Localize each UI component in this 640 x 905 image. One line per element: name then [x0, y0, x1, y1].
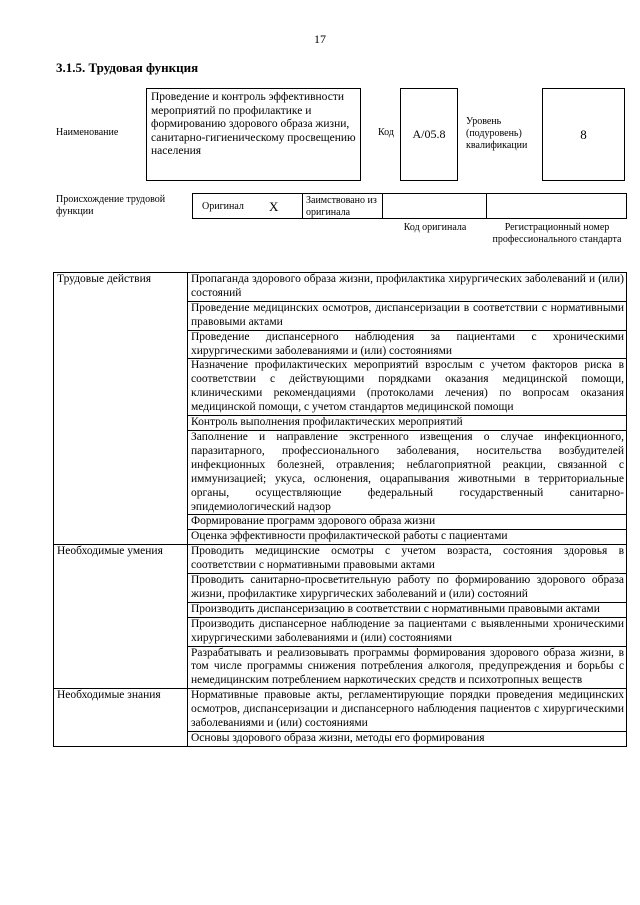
- item-cell: Формирование программ здорового образа жизни: [188, 515, 627, 530]
- table-row: [54, 545, 627, 574]
- item-cell: Разрабатывать и реализовывать программы формирования здорового образа жизни, в том числе программы снижения потребления алкоголя, предупреждения и борьбы с немедицинским потреблением наркотических средств и психотропных веществ: [188, 646, 627, 689]
- function-name-box: Проведение и контроль эффективности мероприятий по профилактике и формированию здорового образа жизни, санитарно-гигиеническому просвещению населения: [146, 88, 361, 181]
- reg-number-label: Регистрационный номер профессионального стандарта: [492, 222, 622, 245]
- code-original-cell: [383, 194, 487, 218]
- item-cell: Основы здорового образа жизни, методы его формирования: [188, 732, 627, 747]
- item-cell: Пропаганда здорового образа жизни, профилактика хирургических заболеваний и (или) состояний: [188, 273, 627, 302]
- item-cell: Проводить медицинские осмотры с учетом возраста, состояния здоровья в соответствии с нормативными правовыми актами: [188, 545, 627, 574]
- origin-row: [192, 193, 627, 219]
- code-original-label: Код оригинала: [403, 222, 467, 233]
- item-cell: Проводить санитарно-просветительную работу по формированию здорового образа жизни, профилактике хирургических заболеваний и (или) состояний: [188, 574, 627, 603]
- page-number: 17: [314, 32, 326, 46]
- category-cell: Трудовые действия: [54, 273, 188, 545]
- table-row: [54, 273, 627, 302]
- item-cell: Производить диспансеризацию в соответствии с нормативными правовыми актами: [188, 602, 627, 617]
- item-cell: Назначение профилактических мероприятий взрослым с учетом факторов риска в соответствии с действующими порядками оказания медицинской помощи, клиническими рекомендациями (протоколами лечения) по вопросам оказания медицинской помощи, с учетом стандартов медицинской помощи: [188, 359, 627, 416]
- borrowed-label: Заимствовано из оригинала: [303, 194, 383, 218]
- item-cell: Проведение диспансерного наблюдения за пациентами с хроническими хирургическими заболеваниями и (или) состояниями: [188, 330, 627, 359]
- level-value-box: 8: [542, 88, 625, 181]
- category-cell: Необходимые знания: [54, 689, 188, 747]
- requirements-table: [53, 272, 627, 747]
- original-label: Оригинал: [202, 201, 244, 212]
- level-label: Уровень (подуровень) квалификации: [466, 116, 528, 151]
- origin-label: Происхождение трудовой функции: [56, 194, 166, 217]
- original-mark: X: [269, 199, 279, 214]
- code-label: Код: [378, 127, 394, 138]
- code-value-box: A/05.8: [400, 88, 458, 181]
- origin-original-cell: [193, 194, 303, 218]
- name-label: Наименование: [56, 127, 119, 138]
- item-cell: Нормативные правовые акты, регламентирующие порядки проведения медицинских осмотров, диспансеризации и диспансерного наблюдения пациентов с хирургическими заболеваниями и (или) состояниями: [188, 689, 627, 732]
- item-cell: Заполнение и направление экстренного извещения о случае инфекционного, паразитарного, профессионального заболевания, носительства возбудителей инфекционных болезней, отравления; неблагоприятной реакции, связанной с иммунизацией; укуса, ослюнения, оцарапывания животными в территориальные органы, осуществляющие федеральный государственный санитарно-эпидемиологический надзор: [188, 430, 627, 514]
- item-cell: Контроль выполнения профилактических мероприятий: [188, 416, 627, 431]
- item-cell: Проведение медицинских осмотров, диспансеризации в соответствии с нормативными правовыми актами: [188, 301, 627, 330]
- section-title: 3.1.5. Трудовая функция: [56, 60, 199, 75]
- item-cell: Производить диспансерное наблюдение за пациентами с выявленными хроническими хирургическими заболеваниями и (или) состояниями: [188, 617, 627, 646]
- reg-number-cell: [487, 194, 626, 218]
- table-row: [54, 689, 627, 732]
- category-cell: Необходимые умения: [54, 545, 188, 689]
- item-cell: Оценка эффективности профилактической работы с пациентами: [188, 530, 627, 545]
